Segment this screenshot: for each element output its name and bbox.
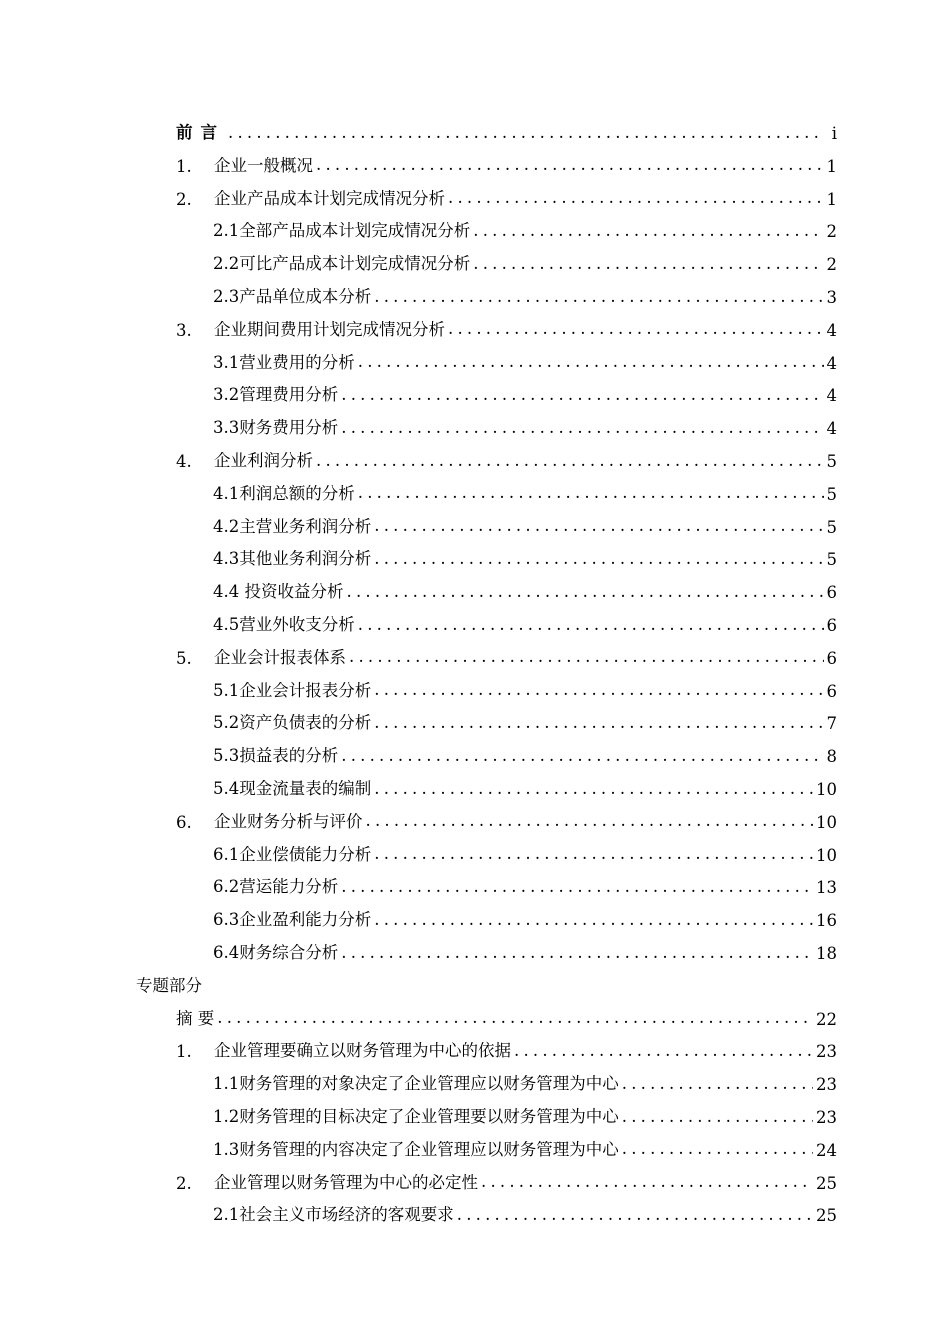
toc-leader-dots <box>374 682 823 701</box>
toc-entry[interactable] <box>213 569 837 602</box>
toc-leader-dots <box>374 715 823 734</box>
toc-entry[interactable] <box>176 635 837 668</box>
toc-leader-dots <box>622 1141 813 1160</box>
toc-entry-label <box>176 1037 511 1061</box>
toc-leader-dots <box>374 551 823 570</box>
toc-entry-title: 企业产品成本计划完成情况分析 <box>214 188 445 208</box>
toc-entry[interactable] <box>213 897 837 930</box>
toc-entry[interactable] <box>213 602 837 635</box>
toc-entry-label <box>213 578 344 602</box>
toc-leader-dots <box>316 157 824 176</box>
toc-leader-dots <box>473 223 823 242</box>
toc-entry-title: 前言 <box>176 123 225 142</box>
toc-entry-number: 2. <box>176 189 192 209</box>
toc-entry[interactable] <box>176 1028 837 1061</box>
toc-entry[interactable] <box>176 438 837 471</box>
toc-leader-dots <box>349 649 824 668</box>
toc-page-number: 23 <box>816 1042 837 1062</box>
toc-entry-title: 企业一般概况 <box>214 155 313 175</box>
toc-leader-dots <box>341 879 813 898</box>
toc-entry[interactable] <box>213 1192 837 1225</box>
toc-entry-title: 5.2资产负债表的分析 <box>213 713 372 733</box>
toc-entry-title: 6.1企业偿债能力分析 <box>213 844 372 864</box>
toc-leader-dots <box>341 387 823 406</box>
toc-page-number: 6 <box>826 583 837 603</box>
toc-entry[interactable] <box>213 504 837 537</box>
toc-entry[interactable] <box>213 536 837 569</box>
toc-entry-label <box>213 611 355 635</box>
toc-entry-title: 6.4财务综合分析 <box>213 943 339 962</box>
toc-entry-title: 3.3财务费用分析 <box>213 418 339 438</box>
toc-leader-dots <box>622 1076 813 1095</box>
toc-entry[interactable] <box>176 799 837 832</box>
toc-entry[interactable] <box>213 700 837 733</box>
toc-leader-dots <box>514 1043 813 1062</box>
toc-page-number: 6 <box>826 616 837 635</box>
toc-entry-title: 企业管理以财务管理为中心的必定性 <box>214 1172 478 1192</box>
toc-leader-dots <box>374 781 813 800</box>
toc-leader-dots <box>358 485 824 504</box>
toc-entry[interactable] <box>213 1094 837 1127</box>
toc-page-number: 23 <box>816 1075 837 1095</box>
toc-leader-dots <box>341 945 813 964</box>
toc-entry[interactable] <box>213 340 837 373</box>
toc-entry-number: 6. <box>176 812 192 832</box>
toc-leader-dots <box>316 453 824 472</box>
toc-entry-number: 4. <box>176 452 192 471</box>
toc-leader-dots <box>347 584 824 603</box>
toc-page-number: 4 <box>826 320 837 340</box>
toc-entry[interactable] <box>213 471 837 504</box>
toc-entry-title: 4.3其他业务利润分析 <box>213 549 372 569</box>
toc-entry[interactable] <box>176 110 837 143</box>
toc-entry-label <box>176 119 225 143</box>
toc-page-number: 10 <box>816 845 837 865</box>
toc-section-heading <box>136 963 202 996</box>
toc-leader-dots <box>374 518 823 537</box>
toc-entry[interactable] <box>176 176 837 209</box>
toc-entry[interactable] <box>213 241 837 274</box>
toc-entry[interactable] <box>213 733 837 766</box>
toc-entry-label <box>176 185 445 209</box>
toc-entry-title: 2.1全部产品成本计划完成情况分析 <box>213 221 471 241</box>
toc-entry-label <box>213 841 371 865</box>
toc-entry[interactable] <box>213 930 837 963</box>
toc-entry[interactable] <box>213 274 837 307</box>
toc-page-number: 5 <box>826 452 837 471</box>
toc-page-number: 25 <box>816 1173 837 1193</box>
toc-entry-title: 5.3损益表的分析 <box>213 746 339 766</box>
toc-entry-label <box>213 283 371 307</box>
toc-entry[interactable] <box>213 832 837 865</box>
toc-entry-title: 3.2管理费用分析 <box>213 385 339 405</box>
toc-entry-label <box>213 677 371 701</box>
toc-entry-label <box>213 217 470 241</box>
toc-entry-number: 5. <box>176 648 192 668</box>
toc-page-number: i <box>831 124 837 143</box>
toc-page-number: 8 <box>826 747 837 767</box>
toc-leader-dots <box>457 1207 813 1226</box>
toc-leader-dots <box>358 354 824 373</box>
toc-leader-dots <box>366 813 814 832</box>
toc-leader-dots <box>374 912 813 931</box>
toc-entry-label <box>213 480 355 504</box>
toc-entry-title: 专题部分 <box>136 975 202 995</box>
toc-entry-title: 4.2主营业务利润分析 <box>213 516 372 536</box>
toc-entry[interactable] <box>213 372 837 405</box>
toc-page-number: 2 <box>826 222 837 242</box>
toc-entry-label <box>213 1103 619 1127</box>
toc-entry-number: 1. <box>176 156 192 176</box>
toc-page-number: 6 <box>826 681 837 701</box>
toc-page-number: 24 <box>816 1140 837 1160</box>
toc-entry-title: 摘 要 <box>176 1008 215 1028</box>
toc-entry-label <box>213 1070 619 1094</box>
toc-leader-dots <box>448 190 824 209</box>
toc-entry-title: 1.3财务管理的内容决定了企业管理应以财务管理为中心 <box>213 1139 619 1159</box>
toc-entry-title: 2.1社会主义市场经济的客观要求 <box>213 1205 454 1225</box>
toc-entry-label <box>176 152 313 176</box>
toc-page-number: 1 <box>826 189 837 209</box>
toc-entry-label <box>213 742 338 766</box>
toc-leader-dots <box>341 420 823 439</box>
toc-entry[interactable] <box>213 864 837 897</box>
toc-leader-dots <box>228 125 824 144</box>
toc-entry-title: 5.1企业会计报表分析 <box>213 680 372 700</box>
toc-entry-label <box>213 709 371 733</box>
toc-entry-label <box>176 644 346 668</box>
toc-page-number: 10 <box>816 812 837 832</box>
toc-page-number: 25 <box>816 1206 837 1226</box>
toc-entry-label <box>176 808 363 832</box>
toc-entry-label <box>213 873 338 897</box>
toc-entry-label <box>213 381 338 405</box>
toc-entry-number: 2. <box>176 1173 192 1193</box>
toc-page-number: 13 <box>816 878 837 898</box>
toc-page-number: 4 <box>826 353 837 373</box>
toc-entry-title: 3.1营业费用的分析 <box>213 352 355 372</box>
toc-leader-dots <box>374 289 823 308</box>
toc-entry-label <box>213 513 371 537</box>
toc-entry[interactable] <box>213 668 837 701</box>
toc-entry-title: 6.2营运能力分析 <box>213 877 339 897</box>
toc-entry-label <box>176 447 313 471</box>
toc-leader-dots <box>217 1010 813 1029</box>
toc-entry-label <box>136 972 202 996</box>
toc-entry-label <box>176 316 445 340</box>
toc-leader-dots <box>358 617 824 636</box>
toc-page-number: 23 <box>816 1108 837 1127</box>
toc-entry[interactable] <box>213 1127 837 1160</box>
toc-page-number: 1 <box>826 156 837 176</box>
toc-page-number: 3 <box>826 288 837 307</box>
toc-leader-dots <box>374 846 813 865</box>
toc-entry-label <box>213 414 338 438</box>
toc-entry-label <box>213 545 371 569</box>
toc-entry-title: 6.3企业盈利能力分析 <box>213 910 372 930</box>
toc-page-number: 22 <box>816 1009 837 1029</box>
toc-page-number: 4 <box>826 419 837 439</box>
toc-entry-title: 5.4现金流量表的编制 <box>213 779 372 798</box>
toc-entry-number: 1. <box>176 1042 192 1062</box>
toc-entry-label <box>213 939 338 963</box>
toc-page-number: 10 <box>816 780 837 799</box>
toc-page-number: 4 <box>826 386 837 406</box>
toc-page-number: 5 <box>826 517 837 537</box>
toc-entry[interactable] <box>213 766 837 799</box>
toc-entry-title: 4.1利润总额的分析 <box>213 483 355 503</box>
toc-entry-title: 企业利润分析 <box>214 451 313 470</box>
toc-page-number: 18 <box>816 944 837 963</box>
toc-entry-label <box>213 1136 619 1160</box>
toc-entry-title: 4.5营业外收支分析 <box>213 615 355 634</box>
toc-page-number: 2 <box>826 255 837 275</box>
toc-page-number: 16 <box>816 911 837 931</box>
toc-entry[interactable] <box>213 405 837 438</box>
toc-entry-number: 3. <box>176 320 192 340</box>
toc-entry[interactable] <box>176 996 837 1029</box>
toc-entry-title: 2.3产品单位成本分析 <box>213 287 372 306</box>
toc-entry-label <box>176 1169 478 1193</box>
toc-entry-label <box>213 906 371 930</box>
toc-entry-title: 1.2财务管理的目标决定了企业管理要以财务管理为中心 <box>213 1107 619 1126</box>
toc-entry-label <box>176 1005 214 1029</box>
toc-entry-label <box>213 1201 454 1225</box>
toc-leader-dots <box>341 748 823 767</box>
toc-leader-dots <box>622 1109 813 1128</box>
toc-entry[interactable] <box>213 1061 837 1094</box>
toc-entry-label <box>213 250 470 274</box>
toc-entry-label <box>213 349 355 373</box>
toc-entry-title: 企业会计报表体系 <box>214 647 346 667</box>
toc-entry-label <box>213 775 371 799</box>
toc-entry[interactable] <box>176 307 837 340</box>
toc-entry-title: 2.2可比产品成本计划完成情况分析 <box>213 254 471 274</box>
toc-leader-dots <box>481 1174 813 1193</box>
toc-entry-title: 4.4 投资收益分析 <box>213 582 344 602</box>
toc-leader-dots <box>473 256 823 275</box>
toc-entry[interactable] <box>176 143 837 176</box>
toc-entry-title: 企业管理要确立以财务管理为中心的依据 <box>214 1041 511 1061</box>
toc-entry-title: 1.1财务管理的对象决定了企业管理应以财务管理为中心 <box>213 1074 619 1094</box>
toc-leader-dots <box>448 321 824 340</box>
toc-page-number: 5 <box>826 484 837 504</box>
toc-entry[interactable] <box>213 208 837 241</box>
toc-page-number: 6 <box>826 648 837 668</box>
toc-entry-title: 企业财务分析与评价 <box>214 811 363 831</box>
toc-page-number: 7 <box>826 714 837 734</box>
toc-page-number: 5 <box>826 550 837 570</box>
toc-entry[interactable] <box>176 1160 837 1193</box>
toc-entry-title: 企业期间费用计划完成情况分析 <box>214 319 445 339</box>
